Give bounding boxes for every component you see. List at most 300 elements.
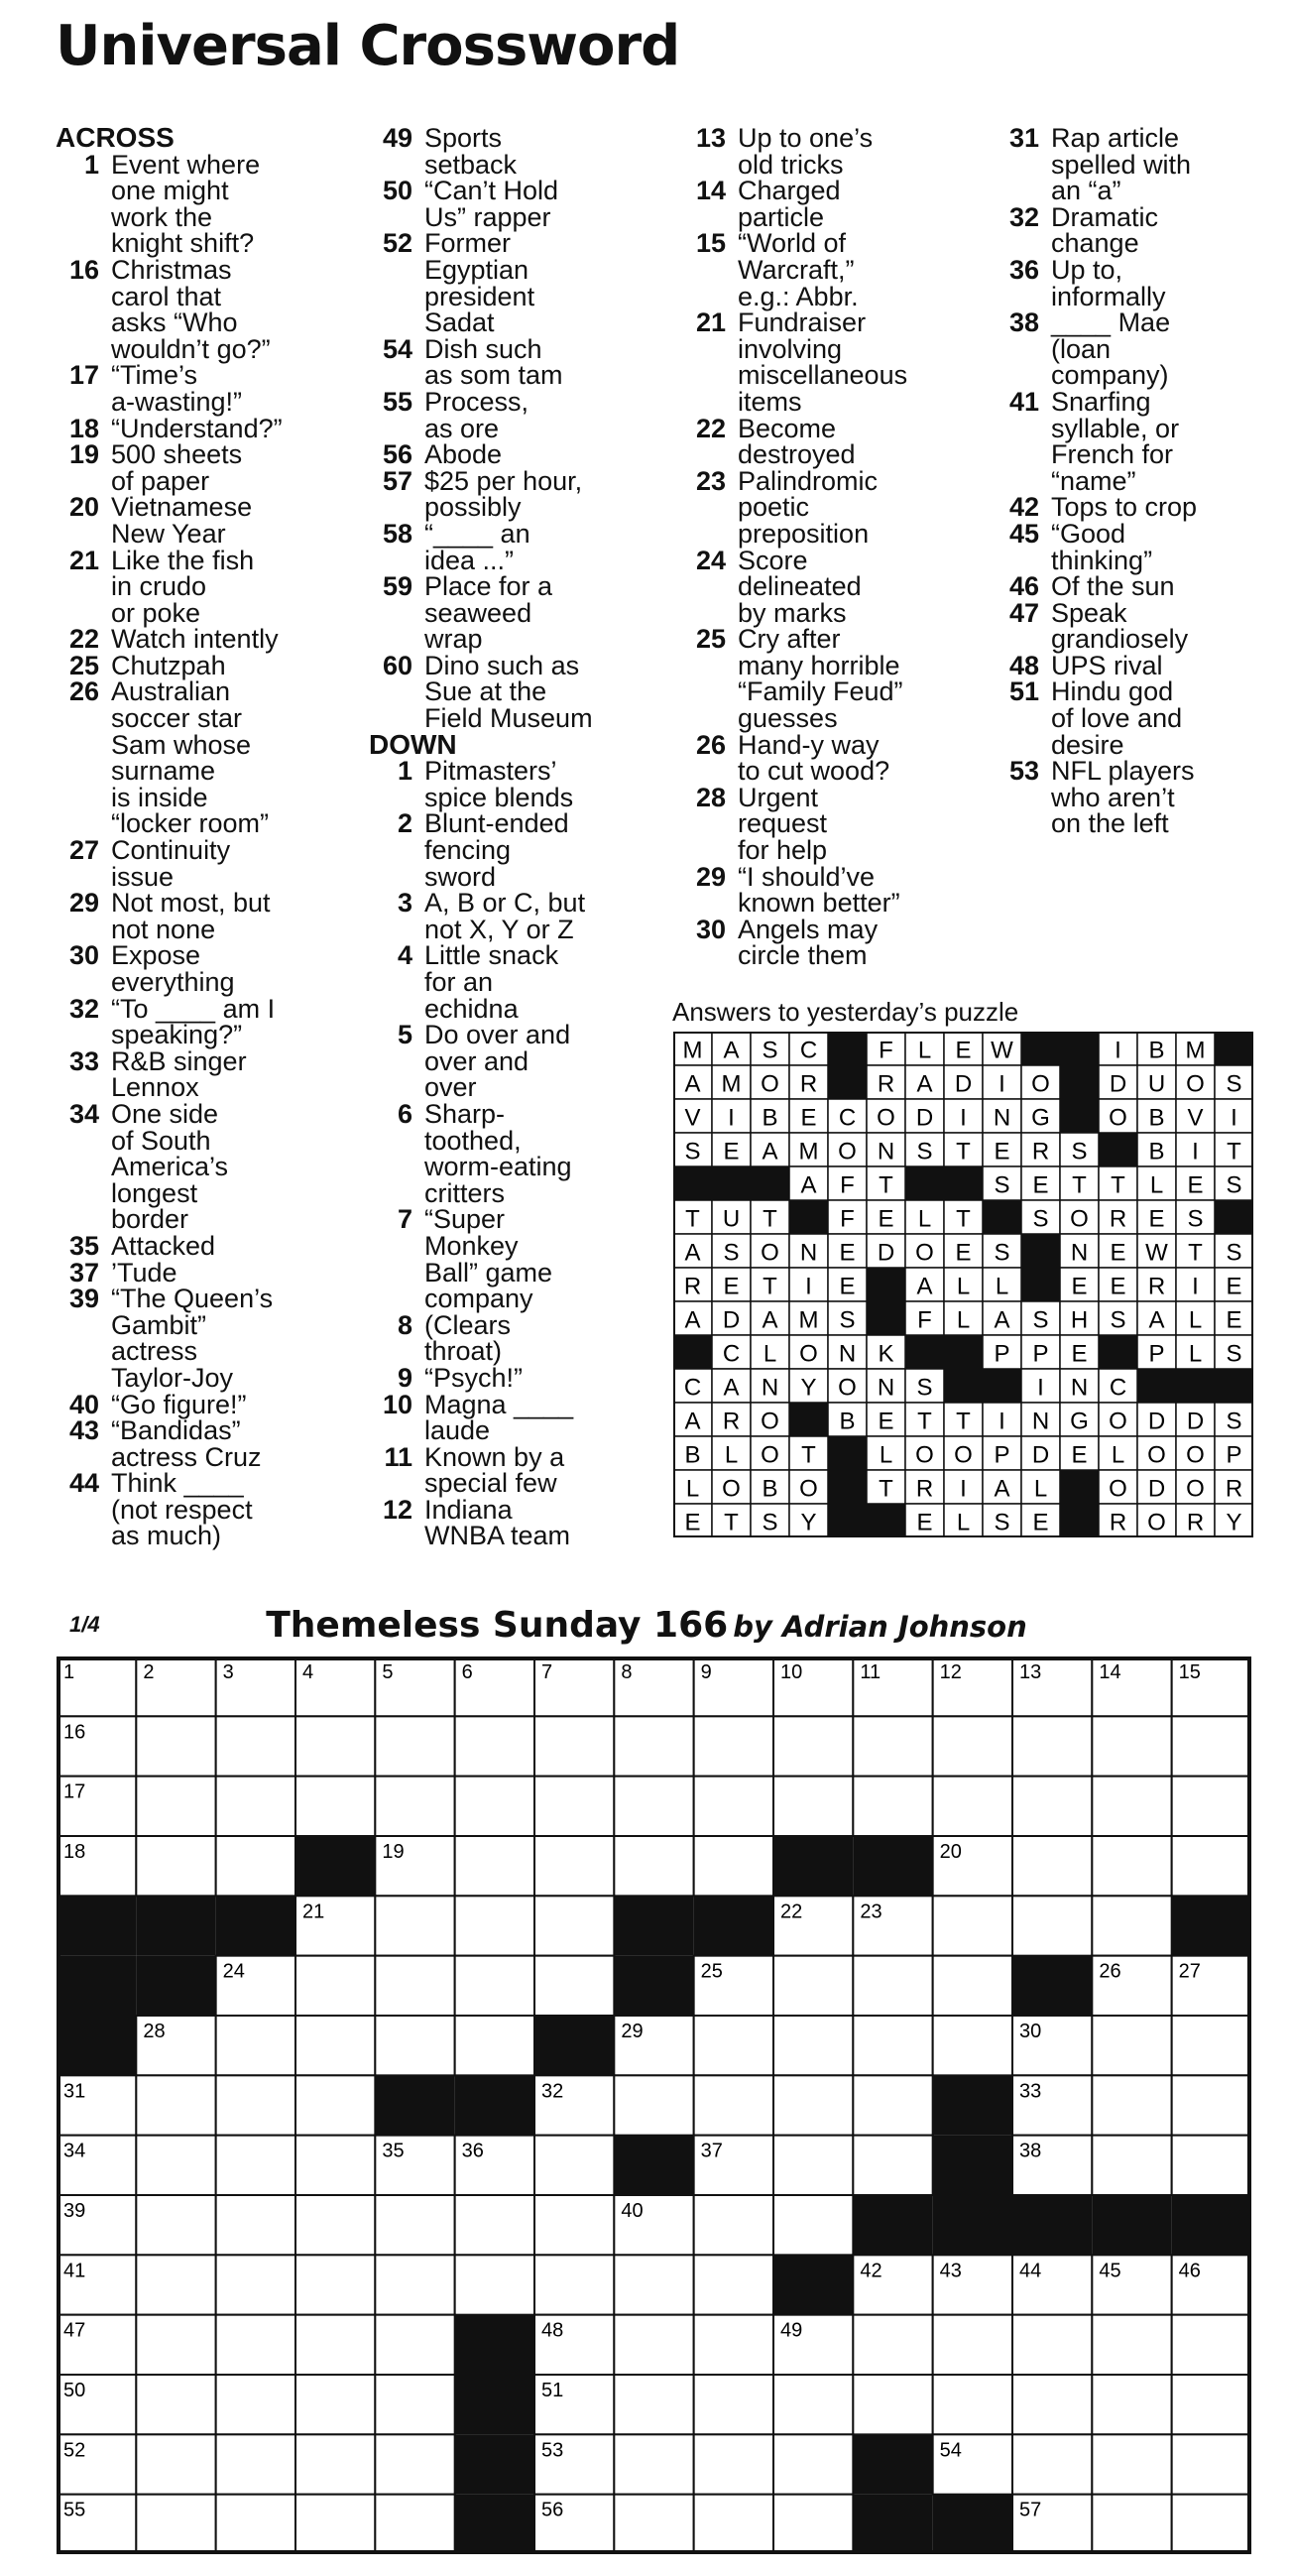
grid-cell[interactable]: [375, 1956, 454, 2016]
grid-cell[interactable]: [1172, 1836, 1251, 1896]
clue-text: Christmas: [111, 254, 232, 285]
answer-letter: A: [762, 1306, 778, 1334]
cell-number: 20: [939, 1841, 962, 1863]
clue-text: Taylor-Joy: [111, 1362, 234, 1393]
clue-text: Hindu god: [1051, 676, 1174, 707]
clue-number: 26: [68, 676, 99, 707]
clue-text: on the left: [1051, 808, 1169, 839]
answer-letter: L: [995, 1273, 1009, 1300]
answer-letter: E: [994, 1138, 1010, 1165]
clue: [682, 545, 980, 628]
black-square: [1021, 1032, 1060, 1065]
cell-number: 32: [541, 2080, 564, 2103]
clue-text: New Year: [111, 518, 226, 549]
clue-text: possibly: [424, 492, 522, 523]
grid-cell[interactable]: [216, 2195, 295, 2255]
grid-cell[interactable]: [295, 2075, 375, 2135]
clue-number: 28: [695, 782, 726, 812]
cell-number: 4: [302, 1661, 314, 1683]
grid-cell[interactable]: [216, 2255, 295, 2314]
grid-cell[interactable]: [216, 2315, 295, 2375]
grid-cell[interactable]: [375, 2255, 454, 2314]
clue-text: thinking”: [1051, 545, 1153, 575]
cell-number: 39: [63, 2200, 86, 2222]
grid-cell[interactable]: [1172, 2315, 1251, 2375]
clue-number: 23: [695, 465, 726, 496]
grid-cell[interactable]: [694, 2315, 773, 2375]
grid-cell[interactable]: [853, 2016, 932, 2075]
clue-text: Dish such: [424, 333, 542, 364]
grid-cell[interactable]: [1092, 2136, 1171, 2195]
clue-number: 9: [397, 1362, 412, 1393]
clue-text: worm-eating: [424, 1152, 572, 1182]
grid-cell[interactable]: [295, 2016, 375, 2075]
grid-cell[interactable]: [534, 1896, 614, 1955]
grid-cell[interactable]: [694, 1777, 773, 1836]
clue-number: 25: [695, 624, 726, 655]
clue-text: “Super: [424, 1204, 506, 1235]
clue-number: 10: [382, 1389, 412, 1419]
cell-number: 30: [1019, 2021, 1042, 2042]
answer-letter: O: [954, 1441, 973, 1469]
grid-cell[interactable]: [614, 2375, 693, 2434]
clue: [682, 782, 980, 866]
grid-cell[interactable]: [933, 1716, 1012, 1776]
clue-text: border: [111, 1204, 189, 1235]
grid-cell[interactable]: [614, 2495, 693, 2554]
answer-letter: T: [763, 1273, 777, 1300]
clue-text: “Time’s: [111, 360, 197, 391]
answer-letter: R: [1031, 1138, 1050, 1165]
clue-text: (loan: [1051, 333, 1112, 364]
answers-label: Answers to yesterday’s puzzle: [672, 997, 1019, 1027]
grid-cell[interactable]: [136, 1716, 215, 1776]
grid-cell[interactable]: [853, 1956, 932, 2016]
clue-text: Tops to crop: [1051, 492, 1198, 523]
clue-number: 13: [695, 123, 726, 153]
clue-text: R&B singer: [111, 1045, 247, 1076]
grid-cell[interactable]: [136, 2495, 215, 2554]
grid-cell[interactable]: [773, 2016, 853, 2075]
clue-number: 3: [397, 888, 412, 919]
answer-letter: L: [1149, 1171, 1164, 1199]
clue-text: for an: [424, 967, 494, 997]
clue-number: 35: [68, 1230, 99, 1261]
grid-cell[interactable]: [694, 1836, 773, 1896]
clue: [56, 1470, 353, 1549]
grid-cell[interactable]: [853, 1716, 932, 1776]
answer-letter: N: [761, 1374, 779, 1402]
clue: [56, 890, 353, 942]
black-square: [673, 1166, 712, 1200]
grid-cell[interactable]: [1092, 2434, 1171, 2494]
clue-text: Abode: [424, 439, 503, 470]
cell-number: 19: [382, 1841, 405, 1863]
answer-letter: E: [878, 1205, 894, 1233]
clue: [369, 441, 666, 468]
clue-text: Sadat: [424, 307, 495, 338]
clue-text: items: [738, 386, 802, 417]
grid-cell[interactable]: [455, 2255, 534, 2314]
grid-cell[interactable]: [614, 2315, 693, 2375]
cell-number: 16: [63, 1721, 86, 1744]
answer-letter: T: [1072, 1171, 1087, 1199]
grid-cell[interactable]: [136, 2136, 215, 2195]
grid-cell[interactable]: [455, 1716, 534, 1776]
grid-cell[interactable]: [375, 1896, 454, 1955]
grid-cell[interactable]: [773, 2434, 853, 2494]
grid-cell[interactable]: [933, 2315, 1012, 2375]
grid-cell[interactable]: [614, 1836, 693, 1896]
clue-text: is inside: [111, 782, 208, 812]
answer-letter: O: [838, 1138, 857, 1165]
black-square: [933, 2136, 1012, 2195]
grid-cell[interactable]: [853, 2075, 932, 2135]
grid-cell[interactable]: [295, 2375, 375, 2434]
grid-cell[interactable]: [534, 2136, 614, 2195]
grid-cell[interactable]: [216, 2434, 295, 2494]
cell-number: 17: [63, 1780, 86, 1803]
clue: [682, 729, 980, 787]
black-square: [1176, 1369, 1215, 1403]
grid-cell[interactable]: [534, 1716, 614, 1776]
grid-cell[interactable]: [1092, 1896, 1171, 1955]
answer-letter: A: [723, 1374, 740, 1402]
grid-cell[interactable]: [694, 2434, 773, 2494]
grid-cell[interactable]: [136, 2075, 215, 2135]
grid-cell[interactable]: [1012, 2375, 1092, 2434]
grid-cell[interactable]: [136, 1777, 215, 1836]
cell-number: 33: [1019, 2080, 1042, 2103]
black-square: [828, 1504, 867, 1537]
grid-cell[interactable]: [614, 2075, 693, 2135]
clue: [996, 201, 1293, 259]
cell-number: 52: [63, 2439, 86, 2462]
cell-number: 22: [780, 1901, 803, 1923]
grid-cell[interactable]: [534, 2255, 614, 2314]
answer-letter: O: [915, 1239, 934, 1267]
grid-cell[interactable]: [1092, 2375, 1171, 2434]
grid-cell[interactable]: [933, 1956, 1012, 2016]
grid-cell[interactable]: [773, 2195, 853, 2255]
answer-letter: P: [994, 1441, 1010, 1469]
clue: [56, 413, 353, 443]
clue: [996, 678, 1293, 758]
answer-letter: T: [879, 1475, 893, 1503]
answer-letter: O: [799, 1475, 818, 1503]
clue-text: French for: [1051, 439, 1174, 470]
grid-cell[interactable]: [295, 2195, 375, 2255]
grid-cell[interactable]: [455, 1956, 534, 2016]
grid-cell[interactable]: [1092, 1836, 1171, 1896]
answer-letter: E: [723, 1138, 740, 1165]
clue-text: setback: [424, 149, 518, 180]
grid-cell[interactable]: [295, 2315, 375, 2375]
grid-cell[interactable]: [1172, 1777, 1251, 1836]
clue-number: 4: [397, 940, 412, 971]
grid-cell[interactable]: [1172, 1716, 1251, 1776]
grid-cell[interactable]: [455, 1896, 534, 1955]
answer-letter: R: [799, 1070, 818, 1098]
cell-number: 13: [1019, 1661, 1042, 1683]
clue: [56, 678, 353, 837]
grid-cell[interactable]: [694, 1716, 773, 1776]
clue-text: delineated: [738, 571, 862, 602]
answer-letter: I: [999, 1070, 1005, 1098]
black-square: [828, 1065, 867, 1099]
answer-letter: M: [798, 1138, 819, 1165]
grid-cell[interactable]: [694, 2495, 773, 2554]
grid-cell[interactable]: [1012, 2315, 1092, 2375]
answer-letter: D: [1031, 1441, 1050, 1469]
grid-cell[interactable]: [853, 2136, 932, 2195]
answer-letter: A: [684, 1239, 701, 1267]
cell-number: 36: [461, 2140, 484, 2162]
grid-cell[interactable]: [853, 1777, 932, 1836]
cell-number: 27: [1178, 1960, 1201, 1983]
answer-letter: S: [1110, 1306, 1126, 1334]
grid-cell[interactable]: [216, 2136, 295, 2195]
clue-text: one might: [111, 176, 229, 206]
grid-cell[interactable]: [455, 1777, 534, 1836]
clue: [682, 914, 980, 971]
cell-number: 42: [860, 2260, 882, 2282]
grid-cell[interactable]: [136, 2315, 215, 2375]
grid-cell[interactable]: [773, 1716, 853, 1776]
black-square: [1137, 1369, 1176, 1403]
answer-letter: S: [723, 1239, 740, 1267]
grid-cell[interactable]: [295, 1777, 375, 1836]
cell-number: 15: [1178, 1661, 1201, 1683]
grid-cell[interactable]: [773, 2075, 853, 2135]
grid-cell[interactable]: [216, 1777, 295, 1836]
clue: [56, 441, 353, 494]
grid-cell[interactable]: [614, 1777, 693, 1836]
grid-cell[interactable]: [295, 2495, 375, 2554]
grid-cell[interactable]: [216, 2375, 295, 2434]
clue: [369, 1362, 666, 1393]
clue: [369, 518, 666, 575]
grid-cell[interactable]: [1172, 2075, 1251, 2135]
answer-letter: L: [879, 1441, 893, 1469]
grid-cell[interactable]: [933, 2016, 1012, 2075]
grid-cell[interactable]: [1172, 2495, 1251, 2554]
grid-cell[interactable]: [295, 1716, 375, 1776]
clue-number: 44: [68, 1468, 99, 1499]
grid-cell[interactable]: [1172, 2136, 1251, 2195]
grid-cell[interactable]: [614, 1716, 693, 1776]
clue-text: Indiana: [424, 1494, 513, 1525]
cell-number: 5: [382, 1661, 394, 1683]
grid-cell[interactable]: [694, 2016, 773, 2075]
grid-cell[interactable]: [375, 2434, 454, 2494]
clue-text: ____ Mae: [1051, 307, 1171, 338]
grid-cell[interactable]: [216, 1716, 295, 1776]
grid-cell[interactable]: [375, 2495, 454, 2554]
clue-text: Sharp-: [424, 1098, 506, 1129]
clue: [369, 758, 666, 810]
clue: [56, 1389, 353, 1419]
clue-text: Urgent: [738, 782, 819, 812]
grid-cell[interactable]: [1172, 2434, 1251, 2494]
clue-text: Up to,: [1051, 254, 1123, 285]
grid-cell[interactable]: [694, 2255, 773, 2314]
clue-number: 34: [68, 1098, 99, 1129]
grid-cell[interactable]: [1092, 1716, 1171, 1776]
grid-cell[interactable]: [1012, 1836, 1092, 1896]
grid-cell[interactable]: [136, 2434, 215, 2494]
grid-cell[interactable]: [534, 1836, 614, 1896]
grid-cell[interactable]: [375, 2016, 454, 2075]
answer-letter: O: [1109, 1104, 1127, 1132]
answer-letter: R: [1109, 1509, 1127, 1536]
answer-letter: E: [955, 1239, 972, 1267]
grid-cell[interactable]: [136, 2195, 215, 2255]
clue-text: Dramatic: [1051, 201, 1159, 232]
grid-cell[interactable]: [534, 2195, 614, 2255]
grid-cell[interactable]: [136, 1836, 215, 1896]
clue-number: 55: [382, 386, 412, 417]
grid-cell[interactable]: [933, 2375, 1012, 2434]
clue: [996, 597, 1293, 655]
cell-number: 21: [302, 1901, 325, 1923]
grid-cell[interactable]: [216, 2016, 295, 2075]
clue-text: laude: [424, 1415, 491, 1446]
puzzle-heading: [0, 1605, 1293, 1646]
clue-text: by marks: [738, 597, 847, 628]
clue-text: spice blends: [424, 782, 574, 812]
answer-letter: E: [800, 1104, 817, 1132]
grid-cell[interactable]: [773, 2495, 853, 2554]
clue-text: known better”: [738, 888, 900, 919]
black-square: [1092, 2195, 1171, 2255]
answer-letter: S: [994, 1509, 1010, 1536]
answer-letter: M: [721, 1070, 742, 1098]
black-square: [853, 2495, 932, 2554]
clue-text: Vietnamese: [111, 492, 253, 523]
clue-text: guesses: [738, 703, 838, 734]
grid-cell[interactable]: [136, 2255, 215, 2314]
grid-cell[interactable]: [375, 2195, 454, 2255]
clue-text: “I should’ve: [738, 861, 876, 892]
grid-cell[interactable]: [375, 1716, 454, 1776]
answer-letter: Y: [800, 1509, 817, 1536]
grid-cell[interactable]: [1012, 1716, 1092, 1776]
grid-cell[interactable]: [295, 2255, 375, 2314]
grid-cell[interactable]: [216, 2495, 295, 2554]
black-square: [828, 1032, 867, 1065]
answer-letter: E: [916, 1509, 933, 1536]
clue-number: 33: [68, 1045, 99, 1076]
grid-cell[interactable]: [694, 2195, 773, 2255]
clue-number: 58: [382, 518, 412, 549]
grid-cell[interactable]: [295, 2434, 375, 2494]
grid-cell[interactable]: [1172, 2375, 1251, 2434]
grid-cell[interactable]: [455, 2195, 534, 2255]
clue: [369, 1309, 666, 1367]
answer-letter: O: [915, 1441, 934, 1469]
clue-text: UPS rival: [1051, 650, 1163, 680]
clue-text: wouldn’t go?”: [111, 333, 271, 364]
clue-text: $25 per hour,: [424, 465, 583, 496]
grid-cell[interactable]: [216, 1836, 295, 1896]
grid-cell[interactable]: [1012, 1896, 1092, 1955]
clue-text: “Psych!”: [424, 1362, 524, 1393]
clue-text: ’Tude: [111, 1257, 177, 1288]
clue-text: Sam whose: [111, 729, 252, 760]
grid-cell[interactable]: [853, 2315, 932, 2375]
grid-cell[interactable]: [1092, 2315, 1171, 2375]
grid-cell[interactable]: [455, 2016, 534, 2075]
black-square: [1012, 2195, 1092, 2255]
grid-cell[interactable]: [773, 2375, 853, 2434]
clue-number: 41: [1008, 386, 1039, 417]
answer-letter: B: [762, 1475, 778, 1503]
grid-cell[interactable]: [136, 2375, 215, 2434]
answer-letter: E: [839, 1239, 856, 1267]
grid-cell[interactable]: [853, 2375, 932, 2434]
grid-cell[interactable]: [1092, 2495, 1171, 2554]
answer-letter: S: [1226, 1070, 1242, 1098]
answer-letter: V: [1187, 1104, 1204, 1132]
clue-text: Rap article: [1051, 123, 1180, 153]
grid-cell[interactable]: [1092, 2075, 1171, 2135]
clue-number: 25: [68, 650, 99, 680]
grid-cell[interactable]: [295, 2136, 375, 2195]
clue-text: throat): [424, 1336, 503, 1367]
grid-cell[interactable]: [773, 1777, 853, 1836]
grid-cell[interactable]: [1092, 2016, 1171, 2075]
clue-number: 43: [68, 1415, 99, 1446]
grid-cell[interactable]: [1172, 2016, 1251, 2075]
grid-cell[interactable]: [295, 1956, 375, 2016]
answer-letter: Y: [1226, 1509, 1242, 1536]
clue-number: 18: [68, 413, 99, 443]
clue: [369, 942, 666, 1022]
grid-cell[interactable]: [375, 2315, 454, 2375]
grid-cell[interactable]: [773, 1956, 853, 2016]
grid-cell[interactable]: [694, 2075, 773, 2135]
grid-cell[interactable]: [1092, 1777, 1171, 1836]
answer-letter: O: [722, 1475, 741, 1503]
grid-cell[interactable]: [694, 2375, 773, 2434]
grid-cell[interactable]: [1012, 2434, 1092, 2494]
grid-cell[interactable]: [1012, 1777, 1092, 1836]
grid-cell[interactable]: [375, 1777, 454, 1836]
grid-cell[interactable]: [455, 1836, 534, 1896]
clue: [996, 650, 1293, 680]
clue-number: 42: [1008, 492, 1039, 523]
clue: [369, 125, 666, 178]
black-square: [694, 1896, 773, 1955]
grid-cell[interactable]: [216, 2075, 295, 2135]
answer-letter: T: [1111, 1171, 1125, 1199]
grid-cell[interactable]: [614, 2434, 693, 2494]
clue: [996, 254, 1293, 311]
grid-cell[interactable]: [534, 1956, 614, 2016]
answer-letter: I: [960, 1104, 967, 1132]
clue-text: asks “Who: [111, 307, 238, 338]
grid-cell[interactable]: [933, 1777, 1012, 1836]
grid-cell[interactable]: [534, 1777, 614, 1836]
grid-cell[interactable]: [375, 2375, 454, 2434]
grid-cell[interactable]: [614, 2255, 693, 2314]
clue-number: 12: [382, 1494, 412, 1525]
clue-text: critters: [424, 1177, 505, 1208]
answer-letter: O: [1186, 1441, 1205, 1469]
grid-cell[interactable]: [933, 1896, 1012, 1955]
grid-cell[interactable]: [773, 2136, 853, 2195]
